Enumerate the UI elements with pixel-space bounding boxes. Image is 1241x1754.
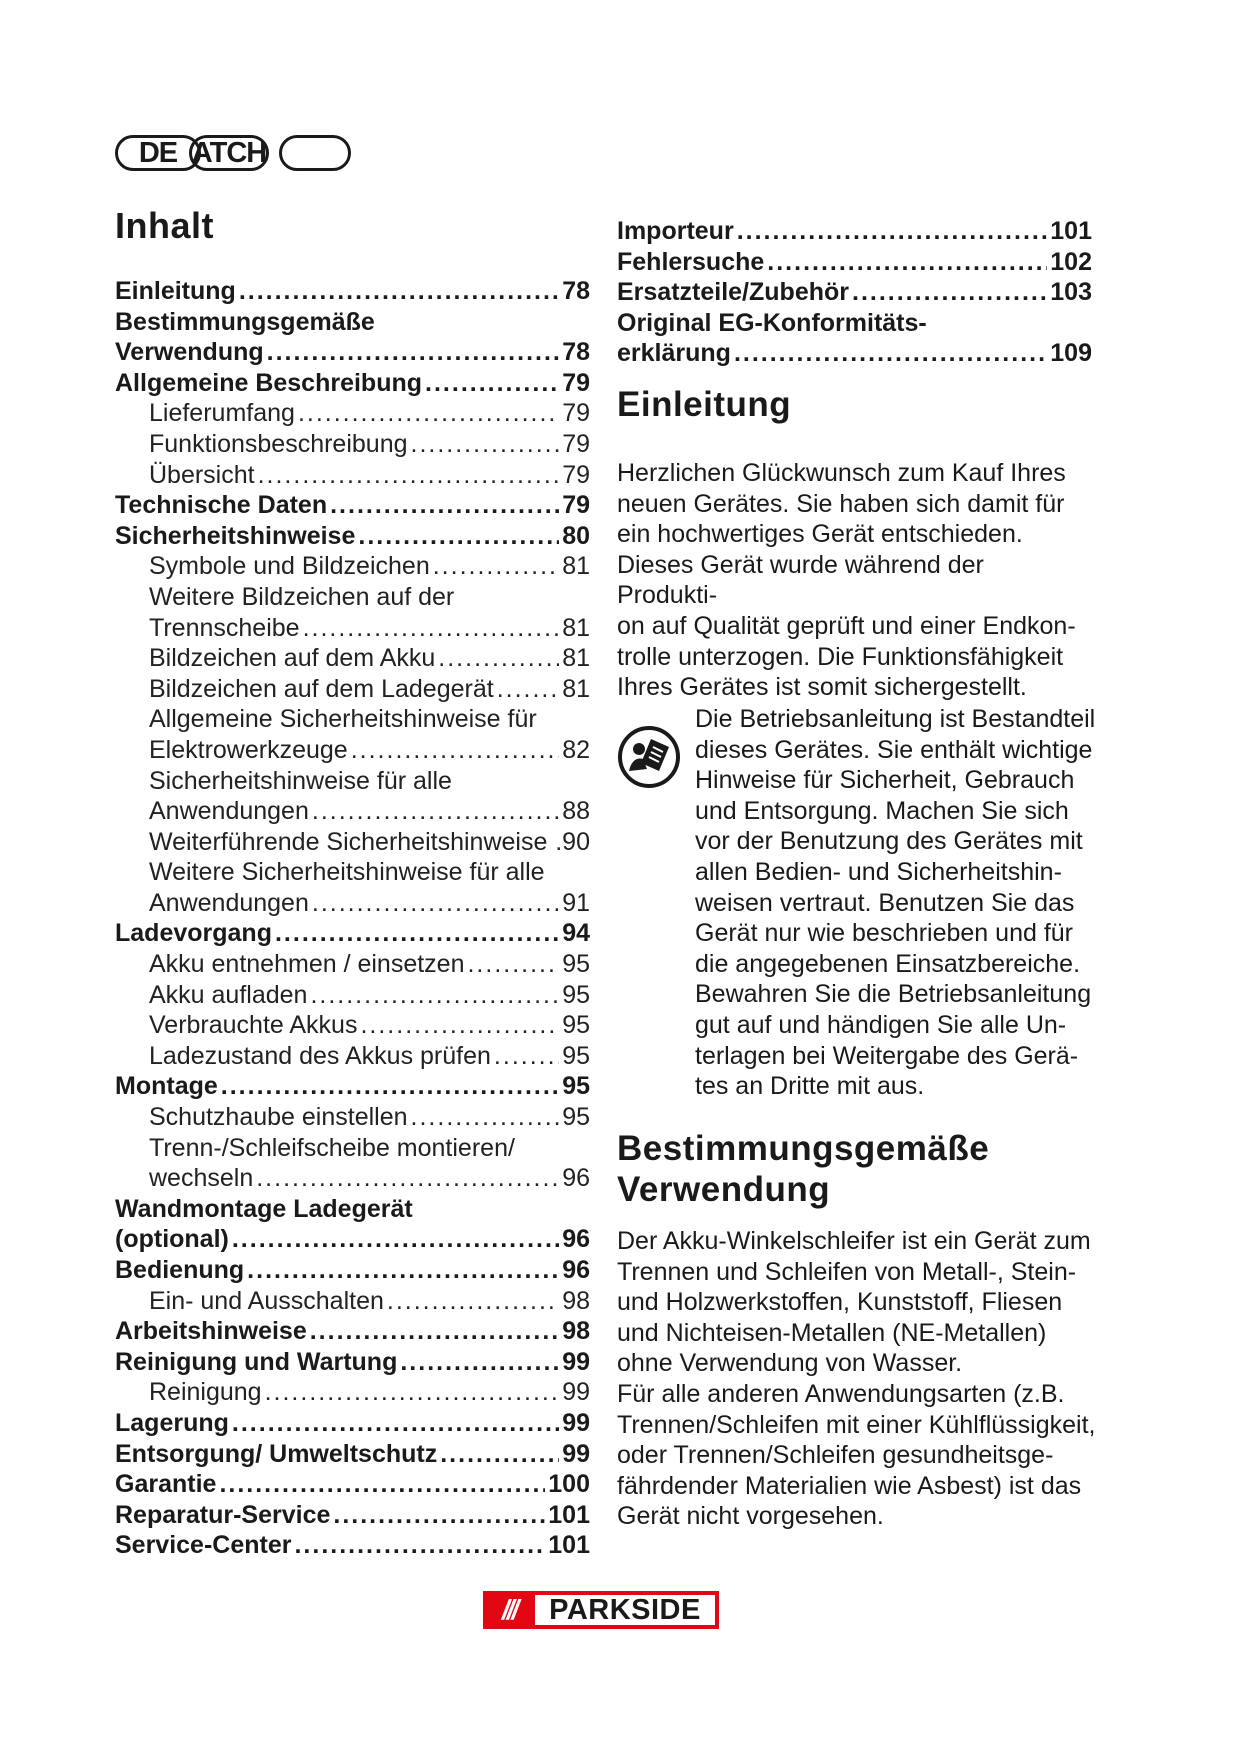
text-line: Dieses Gerät wurde während der Produkti- — [617, 550, 984, 610]
badge-de-label: DE — [138, 136, 178, 169]
text-line: vor der Benutzung des Gerätes mit — [695, 827, 1083, 856]
toc-entry-label: Verbrauchte Akkus — [149, 1011, 358, 1040]
toc-entry — [115, 1316, 590, 1347]
toc-leader-dots — [303, 613, 560, 644]
badge-at-label: AT — [191, 136, 227, 169]
text-line: neuen Gerätes. Sie haben sich damit für — [617, 489, 1065, 518]
toc-entry-label: Original EG-Konformitäts- — [617, 308, 927, 337]
text-line: Hinweise für Sicherheit, Gebrauch — [695, 766, 1075, 795]
text-line: Gerät nur wie beschrieben und für — [695, 919, 1073, 948]
text-line: und Nichteisen-Metallen (NE-Metallen) — [617, 1318, 1047, 1347]
text-line: Herzlichen Glückwunsch zum Kauf Ihres — [617, 459, 1066, 487]
toc-entry-page: 101 — [548, 1531, 590, 1560]
toc-leader-dots — [256, 1163, 559, 1194]
toc-entry-label: Reinigung und Wartung — [115, 1347, 398, 1376]
text-line: ohne Verwendung von Wasser. — [617, 1349, 963, 1378]
toc-entry-page: 81 — [562, 552, 590, 581]
toc-entry-page: 81 — [562, 674, 590, 703]
toc-leader-dots — [358, 521, 559, 552]
parkside-logo — [483, 1591, 719, 1629]
toc-entry — [115, 1408, 590, 1439]
toc-entry-label: Trennscheibe — [149, 613, 300, 642]
toc-entry-page: 99 — [562, 1347, 590, 1376]
toc-leader-dots — [767, 247, 1047, 278]
toc-entry-label: Wandmontage Ladegerät — [115, 1194, 413, 1223]
toc-entry — [115, 1010, 590, 1041]
toc-entry-label: Allgemeine Beschreibung — [115, 368, 423, 397]
toc-leader-dots — [221, 1071, 559, 1102]
toc-leader-dots — [411, 1102, 560, 1133]
toc-entry — [115, 1133, 590, 1164]
toc-entry-page: 81 — [562, 613, 590, 642]
toc-entry-label: Bedienung — [115, 1256, 245, 1284]
text-line: gut auf und händigen Sie alle Un- — [695, 1010, 1067, 1039]
text-line: die angegebenen Einsatzbereiche. — [695, 949, 1081, 978]
toc-leader-dots — [494, 1041, 559, 1072]
toc-leader-dots — [737, 216, 1048, 247]
text-line: Für alle anderen Anwendungsarten (z.B. — [617, 1379, 1065, 1408]
toc-entry-label: Ladevorgang — [115, 919, 272, 948]
toc-entry-page: 79 — [562, 399, 590, 428]
toc-leader-dots — [387, 1286, 559, 1317]
toc-leader-dots — [852, 277, 1047, 308]
toc-leader-dots — [550, 827, 552, 858]
toc-entry-page: 79 — [562, 460, 590, 489]
toc-entry — [115, 1194, 590, 1225]
toc-entry-page: 109 — [1050, 339, 1092, 368]
toc-entry-label: Importeur — [617, 217, 734, 245]
note-paragraph — [695, 704, 1105, 1102]
toc-entry-page: 82 — [562, 735, 590, 764]
toc-entry-page: 79 — [562, 368, 590, 397]
toc-entry — [617, 216, 1092, 247]
read-manual-icon — [617, 725, 681, 789]
toc-leader-dots — [440, 1439, 559, 1470]
text-line: terlagen bei Weitergabe des Gerä- — [695, 1041, 1079, 1070]
toc-entry-label: Bestimmungsgemäße — [115, 307, 375, 336]
badge-empty — [279, 135, 351, 171]
toc-entry — [115, 735, 590, 766]
toc-entry-label: Ein- und Ausschalten — [149, 1286, 384, 1315]
toc-entry — [115, 276, 590, 307]
toc-leader-dots — [258, 460, 560, 491]
toc-leader-dots — [265, 1377, 560, 1408]
toc-leader-dots — [310, 980, 559, 1011]
text-line: trolle unterzogen. Die Funktionsfähigkeit — [617, 642, 1064, 671]
toc-entry — [115, 1286, 590, 1317]
toc-entry-page: 78 — [562, 338, 590, 367]
toc-entry-label: Montage — [115, 1072, 218, 1101]
text-line: fährdender Materialien wie Asbest) ist das — [617, 1471, 1082, 1500]
toc-entry — [115, 1255, 590, 1286]
toc-leader-dots — [467, 949, 559, 980]
text-line: Die Betriebsanleitung ist Bestandteil — [695, 705, 1096, 733]
badge-ch-label: CH — [226, 136, 267, 169]
text-line: oder Trennen/Schleifen gesundheitsge- — [617, 1441, 1054, 1470]
toc-entry — [115, 980, 590, 1011]
toc-leader-dots — [232, 1408, 559, 1439]
section-title-use — [617, 1128, 989, 1210]
toc-entry-label: Allgemeine Sicherheitshinweise für — [149, 705, 537, 734]
toc-entry-label: Bildzeichen auf dem Ladegerät — [149, 674, 494, 703]
intro-paragraph — [617, 458, 1087, 703]
toc-entry-page: 95 — [562, 1103, 590, 1132]
toc-entry-label: Technische Daten — [115, 491, 328, 520]
toc-entry — [115, 429, 590, 460]
toc-entry-label: Sicherheitshinweise — [115, 521, 356, 550]
toc-entry — [115, 1469, 590, 1500]
toc-leader-dots — [312, 796, 559, 827]
toc-entry — [115, 918, 590, 949]
section-title-intro: Einleitung — [617, 385, 792, 424]
logo-slashes: /// — [501, 1594, 517, 1625]
toc-entry-label: erklärung — [617, 339, 731, 368]
text-line: Trennen und Schleifen von Metall-, Stein- — [617, 1257, 1077, 1286]
toc-entry-label: Lieferumfang — [149, 399, 295, 428]
toc-entry-page: 100 — [548, 1470, 590, 1499]
toc-entry-page: .90 — [555, 827, 590, 856]
text-line: allen Bedien- und Sicherheitshin- — [695, 857, 1062, 886]
toc-entry — [115, 337, 590, 368]
logo-wordmark: PARKSIDE — [535, 1595, 715, 1625]
toc-entry — [115, 704, 590, 735]
toc-entry-label: Reparatur-Service — [115, 1500, 331, 1529]
toc-entry — [115, 490, 590, 521]
toc-entry-page: 80 — [562, 521, 590, 550]
toc-entry-label: Trenn-/Schleifscheibe montieren/ — [149, 1133, 515, 1162]
toc-entry — [115, 1347, 590, 1378]
toc-entry-label: Akku entnehmen / einsetzen — [149, 950, 465, 979]
toc-entry-label: Weitere Sicherheitshinweise für alle — [149, 858, 545, 887]
section-title-use-line1: Bestimmungsgemäße — [617, 1129, 990, 1168]
toc-entry-page: 99 — [562, 1439, 590, 1468]
text-line: und Holzwerkstoffen, Kunststoff, Fliesen — [617, 1288, 1063, 1317]
toc-entry-label: Übersicht — [149, 460, 255, 489]
toc-entry — [115, 888, 590, 919]
text-line: tes an Dritte mit aus. — [695, 1072, 925, 1101]
toc-leader-dots — [247, 1255, 559, 1286]
contents-title: Inhalt — [115, 205, 214, 246]
toc-entry-page: 78 — [562, 277, 590, 305]
toc-leader-dots — [438, 643, 559, 674]
toc-entry — [115, 796, 590, 827]
toc-entry — [617, 338, 1092, 369]
text-line: Gerät nicht vorgesehen. — [617, 1502, 884, 1531]
toc-entry — [115, 1500, 590, 1531]
text-line: Ihres Gerätes ist somit sichergestellt. — [617, 673, 1027, 702]
toc-entry — [115, 1102, 590, 1133]
toc-entry-label: Service-Center — [115, 1531, 292, 1560]
toc-leader-dots — [497, 674, 560, 705]
text-line: Bewahren Sie die Betriebsanleitung — [695, 980, 1092, 1009]
toc-entry-page: 95 — [562, 980, 590, 1009]
toc-entry — [115, 827, 590, 858]
toc-entry-page: 81 — [562, 644, 590, 673]
toc-entry-label: Anwendungen — [149, 888, 309, 917]
text-line: Trennen/Schleifen mit einer Kühlflüssigkeit, — [617, 1410, 1096, 1439]
toc-entry-page: 79 — [562, 429, 590, 458]
toc-leader-dots — [310, 1316, 559, 1347]
toc-right-column — [617, 216, 1092, 369]
toc-entry-page: 99 — [562, 1408, 590, 1437]
toc-entry-page: 95 — [562, 1072, 590, 1101]
toc-entry — [115, 1071, 590, 1102]
toc-entry-page: 94 — [562, 919, 590, 948]
toc-entry-label: (optional) — [115, 1225, 229, 1254]
toc-entry-label: Fehlersuche — [617, 247, 765, 276]
toc-entry-label: Sicherheitshinweise für alle — [149, 766, 452, 795]
toc-entry-label: Lagerung — [115, 1408, 229, 1437]
toc-entry — [115, 1224, 590, 1255]
toc-entry — [115, 521, 590, 552]
text-line: weisen vertraut. Benutzen Sie das — [695, 888, 1075, 917]
toc-leader-dots — [425, 368, 559, 399]
toc-entry-page: 95 — [562, 950, 590, 979]
toc-leader-dots — [734, 338, 1047, 369]
toc-entry-label: Weiterführende Sicherheitshinweise — [149, 827, 548, 856]
toc-entry-page: 101 — [548, 1500, 590, 1529]
toc-leader-dots — [330, 490, 559, 521]
section-title-use-line2: Verwendung — [617, 1170, 831, 1209]
toc-entry — [115, 307, 590, 338]
toc-entry — [115, 766, 590, 797]
toc-entry — [115, 1163, 590, 1194]
toc-leader-dots — [411, 429, 560, 460]
toc-entry — [617, 277, 1092, 308]
toc-entry — [115, 1041, 590, 1072]
toc-entry-label: Symbole und Bildzeichen — [149, 552, 430, 581]
toc-entry-page: 88 — [562, 797, 590, 826]
toc-entry-page: 102 — [1050, 247, 1092, 276]
toc-entry-page: 96 — [562, 1256, 590, 1284]
toc-entry — [617, 308, 1092, 339]
toc-entry — [115, 613, 590, 644]
toc-entry — [115, 1530, 590, 1561]
toc-entry-label: Elektrowerkzeuge — [149, 735, 348, 764]
toc-entry-label: Arbeitshinweise — [115, 1317, 307, 1346]
text-line: on auf Qualität geprüft und einer Endkon- — [617, 611, 1076, 640]
toc-leader-dots — [312, 888, 559, 919]
toc-entry-page: 99 — [562, 1378, 590, 1407]
toc-leader-dots — [333, 1500, 545, 1531]
toc-leader-dots — [360, 1010, 559, 1041]
toc-entry-label: Ladezustand des Akkus prüfen — [149, 1041, 491, 1070]
toc-entry-label: Schutzhaube einstellen — [149, 1103, 408, 1132]
toc-leader-dots — [351, 735, 559, 766]
toc-leader-dots — [267, 337, 560, 368]
toc-entry — [617, 247, 1092, 278]
toc-leader-dots — [219, 1469, 545, 1500]
toc-entry-label: wechseln — [149, 1164, 254, 1193]
toc-entry-label: Funktionsbeschreibung — [149, 429, 408, 458]
toc-entry — [115, 857, 590, 888]
toc-leader-dots — [239, 276, 559, 307]
toc-entry-page: 95 — [562, 1011, 590, 1040]
toc-entry — [115, 551, 590, 582]
toc-entry — [115, 368, 590, 399]
toc-entry-page: 103 — [1050, 278, 1092, 307]
toc-entry — [115, 643, 590, 674]
toc-entry-page: 96 — [562, 1225, 590, 1254]
toc-entry-label: Ersatzteile/Zubehör — [617, 278, 849, 307]
text-line: ein hochwertiges Gerät entschieden. — [617, 520, 1023, 549]
toc-leader-dots — [433, 551, 559, 582]
toc-entry-page: 95 — [562, 1041, 590, 1070]
badge-at-ch — [189, 135, 269, 171]
toc-entry-page: 98 — [562, 1317, 590, 1346]
toc-entry — [115, 674, 590, 705]
toc-leader-dots — [275, 918, 559, 949]
toc-left-column — [115, 276, 590, 1561]
toc-entry — [115, 1439, 590, 1470]
toc-entry-label: Anwendungen — [149, 797, 309, 826]
toc-entry — [115, 398, 590, 429]
toc-entry-label: Weitere Bildzeichen auf der — [149, 582, 455, 611]
toc-entry-label: Bildzeichen auf dem Akku — [149, 644, 436, 673]
toc-entry-label: Einleitung — [115, 277, 236, 305]
toc-entry-page: 101 — [1050, 217, 1092, 245]
toc-leader-dots — [232, 1224, 559, 1255]
language-badges — [115, 132, 351, 174]
toc-entry-page: 79 — [562, 491, 590, 520]
toc-entry-label: Verwendung — [115, 338, 264, 367]
toc-entry-label: Entsorgung/ Umweltschutz — [115, 1439, 438, 1468]
toc-leader-dots — [294, 1530, 545, 1561]
toc-entry-label: Garantie — [115, 1470, 217, 1499]
toc-entry — [115, 949, 590, 980]
use-paragraph — [617, 1226, 1097, 1532]
toc-leader-dots — [400, 1347, 559, 1378]
toc-entry-label: Akku aufladen — [149, 980, 308, 1009]
text-line: und Entsorgung. Machen Sie sich — [695, 796, 1069, 825]
toc-entry-page: 96 — [562, 1164, 590, 1193]
text-line: Der Akku-Winkelschleifer ist ein Gerät zum — [617, 1227, 1091, 1255]
toc-leader-dots — [298, 398, 559, 429]
toc-entry — [115, 460, 590, 491]
toc-entry — [115, 1377, 590, 1408]
toc-entry-page: 98 — [562, 1286, 590, 1315]
toc-entry — [115, 582, 590, 613]
text-line: dieses Gerätes. Sie enthält wichtige — [695, 735, 1093, 764]
toc-entry-label: Reinigung — [149, 1378, 262, 1407]
toc-entry-page: 91 — [562, 888, 590, 917]
